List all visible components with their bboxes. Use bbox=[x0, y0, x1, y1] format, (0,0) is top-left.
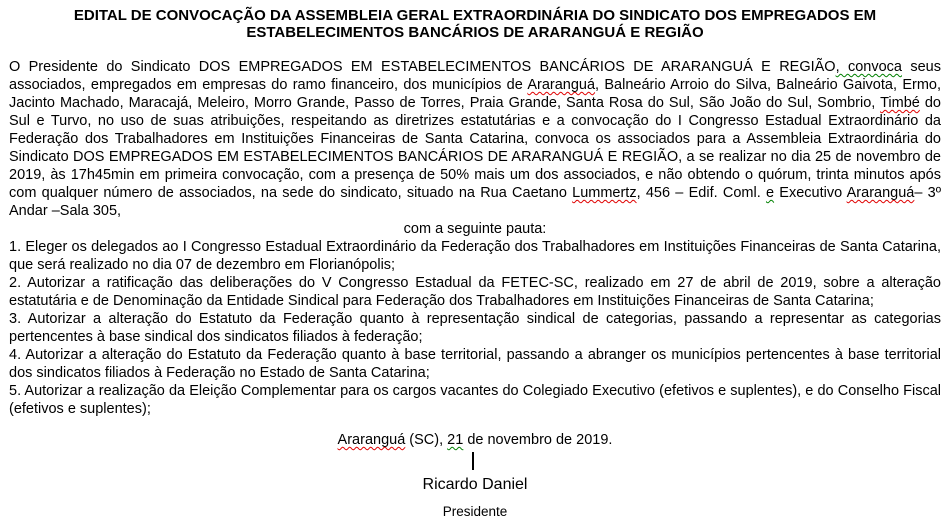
agenda-lead-in: com a seguinte pauta: bbox=[403, 221, 547, 237]
text-run: , 456 – Edif. Coml. bbox=[636, 185, 766, 201]
text-cursor bbox=[472, 452, 474, 470]
misspelled-word: Araranguá bbox=[846, 185, 915, 201]
misspelled-word: Araranguá bbox=[527, 77, 596, 93]
intro-paragraph bbox=[9, 58, 941, 220]
text-run: seus associados, empregados em empresas do ramo financeiro, dos municípios de bbox=[9, 59, 941, 93]
text-run: – 3º Andar –Sala 305, bbox=[9, 185, 942, 219]
text-run: , Balneário Arroio do Silva, Balneário Gaivota, Ermo, Jacinto Machado, Maracajá, Meleiro, Morro Grande, Passo de Torres, Praia Grande, Santa Rosa do Sul, São João do Sul, Sombrio, bbox=[9, 77, 941, 111]
misspelled-word: Timbé bbox=[880, 95, 920, 111]
text-run: O Presidente do Sindicato DOS EMPREGADOS EM ESTABELECIMENTOS BANCÁRIOS DE ARARANGUÁ E REGIÃO bbox=[9, 59, 836, 75]
text-run: (SC), bbox=[405, 432, 448, 448]
text-run: de novembro de 2019. bbox=[463, 432, 613, 448]
agenda-item-3: 3. Autorizar a alteração do Estatuto da Federação quanto à representação sindical de categorias, passando a representar as categorias pertencentes à base sindical dos sindicatos filiados à federação; bbox=[9, 311, 941, 345]
signature-name: Ricardo Daniel bbox=[422, 476, 528, 493]
text-run: Executivo bbox=[774, 185, 847, 201]
signature-role: Presidente bbox=[442, 504, 508, 519]
text-run: do Sul e Turvo, no uso de suas atribuições, respeitando as diretrizes estatutárias e a convocação do I Congresso Estadual Extraordinário da Federação dos Trabalhadores em Instituições Financeiras de Santa Catarina, convoca os associados para a Assembleia Extraordinária do Sindicato DOS EMPREGADOS EM ESTABELECIMENTOS BANCÁRIOS DE ARARANGUÁ E REGIÃO, a se realizar no dia 25 de novembro de 2019, às 17h45min em primeira convocação, com a presença de 50% mais um dos associados, e não obtendo o quórum, trinta minutos após com qualquer número de associados, na sede do sindicato, situado na Rua Caetano bbox=[9, 95, 941, 201]
misspelled-word: Lummertz bbox=[572, 185, 637, 201]
grammar-flagged-word: , convoca bbox=[835, 59, 902, 75]
document-title: EDITAL DE CONVOCAÇÃO DA ASSEMBLEIA GERAL EXTRAORDINÁRIA DO SINDICATO DOS EMPREGADOS EM ESTABELECIMENTOS BANCÁRIOS DE ARARANGUÁ E REGIÃO bbox=[73, 7, 877, 41]
date-place-line bbox=[9, 431, 941, 449]
misspelled-word: Araranguá bbox=[337, 432, 406, 448]
grammar-flagged-word: e bbox=[765, 185, 775, 201]
agenda-item-5: 5. Autorizar a realização da Eleição Complementar para os cargos vacantes do Colegiado Executivo (efetivos e suplentes), e do Conselho Fiscal (efetivos e suplentes); bbox=[9, 383, 941, 417]
caret-row bbox=[9, 449, 941, 473]
agenda-item-1: 1. Eleger os delegados ao I Congresso Estadual Extraordinário da Federação dos Trabalhadores em Instituições Financeiras de Santa Catarina, que será realizado no dia 07 de dezembro em Florianópolis; bbox=[9, 239, 941, 273]
agenda-item-4: 4. Autorizar a alteração do Estatuto da Federação quanto à base territorial, passando a abranger os municípios pertencentes à base territorial dos sindicatos filiados à Federação no Estado de Santa Catarina; bbox=[9, 347, 941, 381]
agenda-item-2: 2. Autorizar a ratificação das deliberações do V Congresso Estadual da FETEC-SC, realizado em 27 de abril de 2019, sobre a alteração estatutária e de Denominação da Entidade Sindical para Federação dos Trabalhadores em Instituições Financeiras de Santa Catarina; bbox=[9, 275, 941, 309]
agenda-items bbox=[9, 238, 941, 418]
grammar-flagged-word: 21 bbox=[447, 432, 464, 448]
